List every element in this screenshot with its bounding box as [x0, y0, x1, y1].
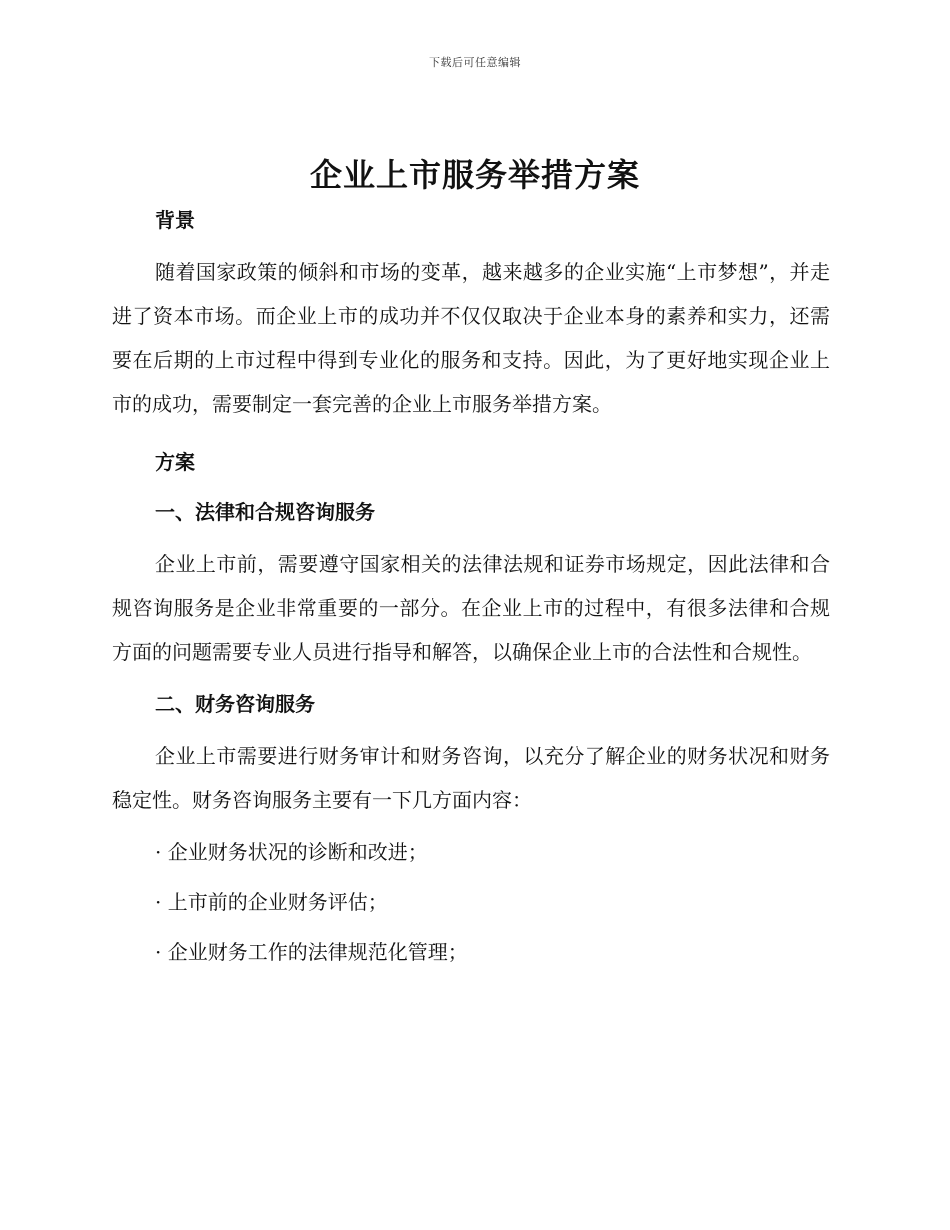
paragraph-background: 随着国家政策的倾斜和市场的变革，越来越多的企业实施“上市梦想”，并走进了资本市场。而企业上市的成功并不仅仅取决于企业本身的素养和实力，还需要在后期的上市过程中得到专业化的服务和支持。因此，为了更好地实现企业上市的成功，需要制定一套完善的企业上市服务举措方案。: [112, 260, 830, 416]
section-heading-plan: 方案: [155, 450, 195, 474]
section-heading-finance: 二、财务咨询服务: [155, 692, 315, 716]
document-title: 企业上市服务举措方案: [309, 156, 640, 194]
section-heading-background: 背景: [155, 208, 195, 232]
list-item: · 企业财务状况的诊断和改进；: [155, 840, 428, 864]
document-body: [112, 200, 830, 972]
paragraph-finance: 企业上市需要进行财务审计和财务咨询，以充分了解企业的财务状况和财务稳定性。财务咨询服务主要有一下几方面内容：: [112, 744, 830, 812]
list-item: · 企业财务工作的法律规范化管理；: [155, 940, 468, 964]
section-heading-legal: 一、法律和合规咨询服务: [155, 500, 375, 524]
paragraph-legal: 企业上市前，需要遵守国家相关的法律法规和证券市场规定，因此法律和合规咨询服务是企业非常重要的一部分。在企业上市的过程中，有很多法律和合规方面的问题需要专业人员进行指导和解答，以确保企业上市的合法性和合规性。: [112, 552, 830, 664]
list-item: · 上市前的企业财务评估；: [155, 890, 388, 914]
header-note: 下载后可任意编辑: [429, 56, 521, 69]
